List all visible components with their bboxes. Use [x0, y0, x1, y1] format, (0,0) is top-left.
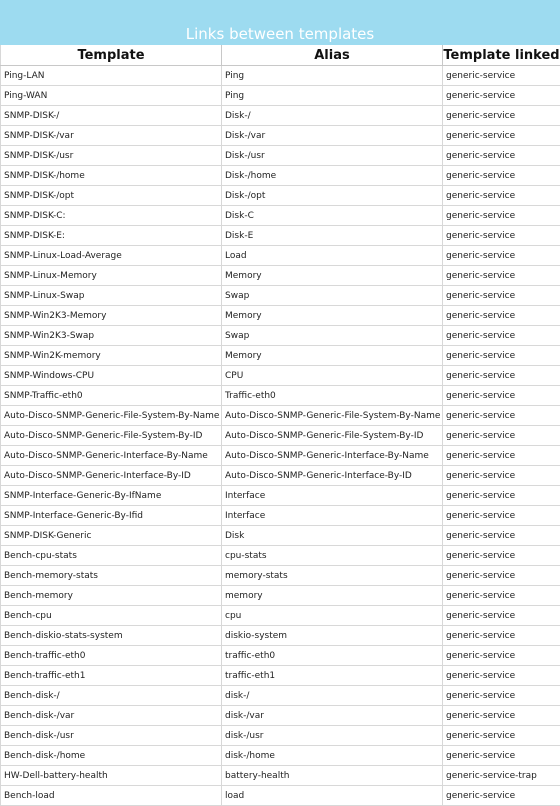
- table-row: [1, 766, 560, 786]
- cell-template-linked[interactable]: generic-service: [443, 626, 560, 646]
- cell-template-linked[interactable]: generic-service: [443, 186, 560, 206]
- cell-alias[interactable]: Swap: [222, 326, 443, 346]
- table-row: [1, 546, 560, 566]
- cell-template-linked[interactable]: generic-service: [443, 106, 560, 126]
- cell-template-linked[interactable]: generic-service: [443, 646, 560, 666]
- table-row: [1, 646, 560, 666]
- cell-template[interactable]: SNMP-DISK-/: [1, 106, 222, 126]
- cell-alias[interactable]: load: [222, 786, 443, 806]
- table-row: [1, 466, 560, 486]
- cell-alias[interactable]: Auto-Disco-SNMP-Generic-Interface-By-Name: [222, 446, 443, 466]
- table-row: [1, 486, 560, 506]
- cell-template-linked[interactable]: generic-service: [443, 466, 560, 486]
- cell-alias[interactable]: Disk-/: [222, 106, 443, 126]
- table-body: [1, 66, 560, 806]
- cell-alias[interactable]: traffic-eth1: [222, 666, 443, 686]
- header-template[interactable]: Template: [1, 45, 222, 66]
- table-row: [1, 426, 560, 446]
- cell-alias[interactable]: Interface: [222, 506, 443, 526]
- cell-template[interactable]: Bench-disk-/usr: [1, 726, 222, 746]
- header-row: [1, 45, 560, 66]
- cell-template[interactable]: SNMP-Traffic-eth0: [1, 386, 222, 406]
- cell-alias[interactable]: Auto-Disco-SNMP-Generic-Interface-By-ID: [222, 466, 443, 486]
- cell-alias[interactable]: Interface: [222, 486, 443, 506]
- cell-template[interactable]: SNMP-DISK-/usr: [1, 146, 222, 166]
- cell-alias[interactable]: Ping: [222, 66, 443, 86]
- cell-alias[interactable]: disk-/: [222, 686, 443, 706]
- table-row: [1, 606, 560, 626]
- table-row: [1, 666, 560, 686]
- cell-template[interactable]: Ping-WAN: [1, 86, 222, 106]
- cell-template-linked[interactable]: generic-service: [443, 606, 560, 626]
- cell-template-linked[interactable]: generic-service: [443, 406, 560, 426]
- cell-template-linked[interactable]: generic-service: [443, 366, 560, 386]
- cell-template-linked[interactable]: generic-service: [443, 506, 560, 526]
- table-row: [1, 686, 560, 706]
- cell-template[interactable]: Bench-diskio-stats-system: [1, 626, 222, 646]
- cell-template-linked[interactable]: generic-service: [443, 586, 560, 606]
- cell-template-linked[interactable]: generic-service: [443, 686, 560, 706]
- table-row: [1, 746, 560, 766]
- table-row: [1, 726, 560, 746]
- cell-alias[interactable]: Ping: [222, 86, 443, 106]
- cell-template[interactable]: SNMP-Win2K3-Memory: [1, 306, 222, 326]
- cell-alias[interactable]: Traffic-eth0: [222, 386, 443, 406]
- cell-template-linked[interactable]: generic-service: [443, 666, 560, 686]
- cell-alias[interactable]: Auto-Disco-SNMP-Generic-File-System-By-Name: [222, 406, 443, 426]
- table-row: [1, 66, 560, 86]
- cell-template-linked[interactable]: generic-service: [443, 126, 560, 146]
- cell-alias[interactable]: CPU: [222, 366, 443, 386]
- table-row: [1, 586, 560, 606]
- cell-template[interactable]: Bench-load: [1, 786, 222, 806]
- cell-alias[interactable]: diskio-system: [222, 626, 443, 646]
- cell-alias[interactable]: Disk-E: [222, 226, 443, 246]
- cell-template-linked[interactable]: generic-service: [443, 386, 560, 406]
- cell-template[interactable]: SNMP-DISK-/home: [1, 166, 222, 186]
- cell-alias[interactable]: Memory: [222, 346, 443, 366]
- table-row: [1, 526, 560, 546]
- cell-template[interactable]: Bench-disk-/var: [1, 706, 222, 726]
- cell-alias[interactable]: disk-/usr: [222, 726, 443, 746]
- cell-template[interactable]: Ping-LAN: [1, 66, 222, 86]
- cell-alias[interactable]: memory: [222, 586, 443, 606]
- table-row: [1, 306, 560, 326]
- cell-template[interactable]: Bench-disk-/home: [1, 746, 222, 766]
- table-row: [1, 786, 560, 806]
- table-row: [1, 86, 560, 106]
- header-template-linked[interactable]: Template linked: [443, 45, 560, 66]
- cell-template[interactable]: SNMP-DISK-C:: [1, 206, 222, 226]
- cell-template[interactable]: Bench-cpu: [1, 606, 222, 626]
- cell-template[interactable]: Auto-Disco-SNMP-Generic-Interface-By-ID: [1, 466, 222, 486]
- cell-template-linked[interactable]: generic-service: [443, 306, 560, 326]
- table-row: [1, 286, 560, 306]
- cell-template-linked[interactable]: generic-service: [443, 246, 560, 266]
- table-row: [1, 706, 560, 726]
- table-row: [1, 346, 560, 366]
- cell-template-linked[interactable]: generic-service: [443, 346, 560, 366]
- cell-alias[interactable]: Disk: [222, 526, 443, 546]
- cell-template-linked[interactable]: generic-service: [443, 786, 560, 806]
- cell-alias[interactable]: Swap: [222, 286, 443, 306]
- cell-alias[interactable]: cpu: [222, 606, 443, 626]
- cell-alias[interactable]: Disk-/usr: [222, 146, 443, 166]
- cell-template-linked[interactable]: generic-service: [443, 66, 560, 86]
- cell-alias[interactable]: Disk-/var: [222, 126, 443, 146]
- cell-template-linked[interactable]: generic-service-trap: [443, 766, 560, 786]
- table-row: [1, 446, 560, 466]
- cell-alias[interactable]: Auto-Disco-SNMP-Generic-File-System-By-ID: [222, 426, 443, 446]
- cell-template-linked[interactable]: generic-service: [443, 726, 560, 746]
- cell-template[interactable]: Auto-Disco-SNMP-Generic-File-System-By-ID: [1, 426, 222, 446]
- table-row: [1, 186, 560, 206]
- cell-template[interactable]: SNMP-Win2K-memory: [1, 346, 222, 366]
- cell-alias[interactable]: disk-/var: [222, 706, 443, 726]
- templates-table: [0, 45, 560, 806]
- cell-template[interactable]: Bench-disk-/: [1, 686, 222, 706]
- table-row: [1, 266, 560, 286]
- table-row: [1, 226, 560, 246]
- cell-alias[interactable]: disk-/home: [222, 746, 443, 766]
- cell-alias[interactable]: Load: [222, 246, 443, 266]
- table-row: [1, 106, 560, 126]
- table-row: [1, 386, 560, 406]
- cell-template-linked[interactable]: generic-service: [443, 326, 560, 346]
- cell-alias[interactable]: Disk-C: [222, 206, 443, 226]
- cell-template-linked[interactable]: generic-service: [443, 146, 560, 166]
- cell-template[interactable]: SNMP-DISK-/var: [1, 126, 222, 146]
- cell-template[interactable]: Bench-traffic-eth0: [1, 646, 222, 666]
- table-row: [1, 146, 560, 166]
- table-row: [1, 166, 560, 186]
- cell-template-linked[interactable]: generic-service: [443, 226, 560, 246]
- cell-template-linked[interactable]: generic-service: [443, 266, 560, 286]
- cell-alias[interactable]: Memory: [222, 306, 443, 326]
- cell-template[interactable]: HW-Dell-battery-health: [1, 766, 222, 786]
- cell-template-linked[interactable]: generic-service: [443, 546, 560, 566]
- cell-alias[interactable]: battery-health: [222, 766, 443, 786]
- cell-template-linked[interactable]: generic-service: [443, 706, 560, 726]
- table-row: [1, 626, 560, 646]
- table-row: [1, 246, 560, 266]
- cell-template-linked[interactable]: generic-service: [443, 206, 560, 226]
- cell-template[interactable]: Auto-Disco-SNMP-Generic-File-System-By-Name: [1, 406, 222, 426]
- cell-alias[interactable]: cpu-stats: [222, 546, 443, 566]
- cell-template-linked[interactable]: generic-service: [443, 286, 560, 306]
- header-alias[interactable]: Alias: [222, 45, 443, 66]
- cell-template-linked[interactable]: generic-service: [443, 526, 560, 546]
- cell-template[interactable]: Bench-traffic-eth1: [1, 666, 222, 686]
- table-row: [1, 126, 560, 146]
- sheet-title: Links between templates: [0, 0, 560, 45]
- table-row: [1, 326, 560, 346]
- table-row: [1, 206, 560, 226]
- cell-template-linked[interactable]: generic-service: [443, 426, 560, 446]
- cell-template-linked[interactable]: generic-service: [443, 86, 560, 106]
- cell-template-linked[interactable]: generic-service: [443, 446, 560, 466]
- cell-template-linked[interactable]: generic-service: [443, 486, 560, 506]
- cell-template[interactable]: SNMP-DISK-Generic: [1, 526, 222, 546]
- cell-alias[interactable]: traffic-eth0: [222, 646, 443, 666]
- table-row: [1, 506, 560, 526]
- cell-template[interactable]: SNMP-Linux-Memory: [1, 266, 222, 286]
- cell-template[interactable]: Bench-memory: [1, 586, 222, 606]
- cell-template-linked[interactable]: generic-service: [443, 166, 560, 186]
- cell-alias[interactable]: Disk-/opt: [222, 186, 443, 206]
- cell-template[interactable]: SNMP-DISK-E:: [1, 226, 222, 246]
- cell-template[interactable]: Bench-memory-stats: [1, 566, 222, 586]
- cell-alias[interactable]: Disk-/home: [222, 166, 443, 186]
- cell-template[interactable]: SNMP-Win2K3-Swap: [1, 326, 222, 346]
- cell-template[interactable]: Bench-cpu-stats: [1, 546, 222, 566]
- cell-alias[interactable]: Memory: [222, 266, 443, 286]
- cell-alias[interactable]: memory-stats: [222, 566, 443, 586]
- table-row: [1, 366, 560, 386]
- table-row: [1, 566, 560, 586]
- cell-template[interactable]: SNMP-Linux-Load-Average: [1, 246, 222, 266]
- table-row: [1, 406, 560, 426]
- cell-template[interactable]: SNMP-DISK-/opt: [1, 186, 222, 206]
- cell-template[interactable]: SNMP-Linux-Swap: [1, 286, 222, 306]
- cell-template[interactable]: Auto-Disco-SNMP-Generic-Interface-By-Name: [1, 446, 222, 466]
- cell-template[interactable]: SNMP-Windows-CPU: [1, 366, 222, 386]
- cell-template[interactable]: SNMP-Interface-Generic-By-Ifid: [1, 506, 222, 526]
- cell-template[interactable]: SNMP-Interface-Generic-By-IfName: [1, 486, 222, 506]
- cell-template-linked[interactable]: generic-service: [443, 746, 560, 766]
- cell-template-linked[interactable]: generic-service: [443, 566, 560, 586]
